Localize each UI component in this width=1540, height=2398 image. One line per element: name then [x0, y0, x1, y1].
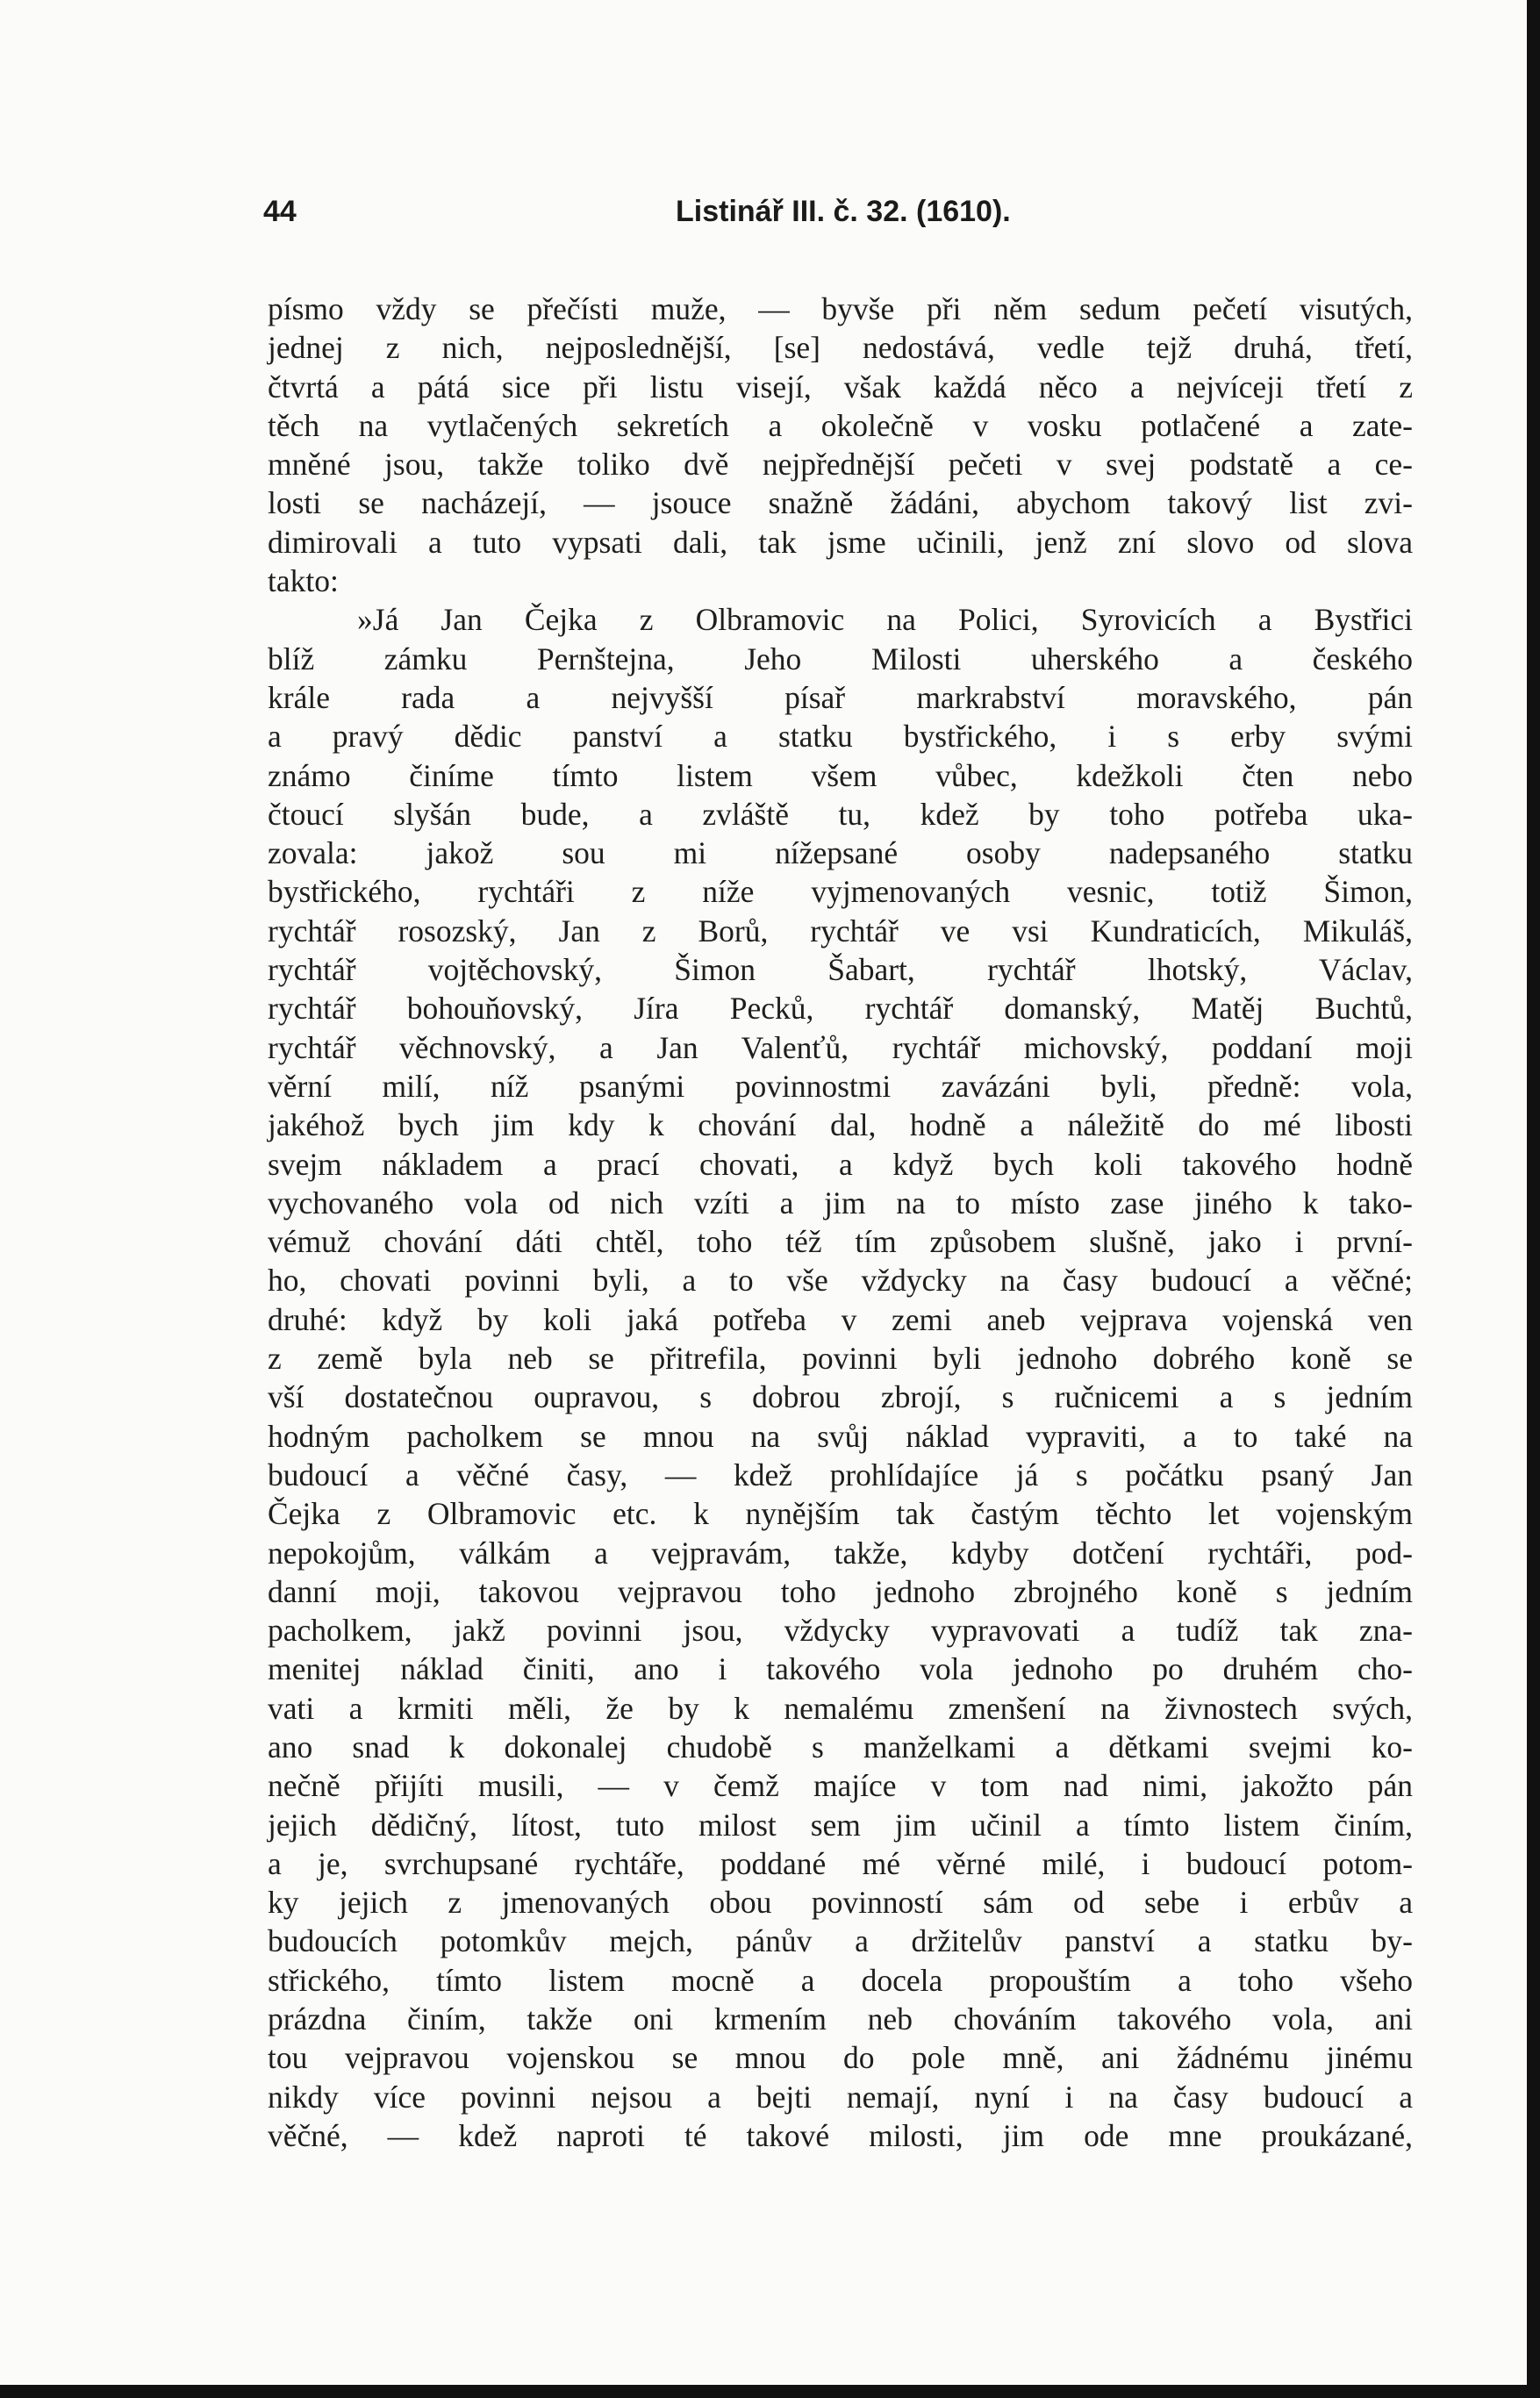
text-line: vší dostatečnou oupravou, s dobrou zbrojí, s ručnicemi a s jedním [268, 1379, 1413, 1415]
body-text [268, 290, 1413, 2155]
page-number: 44 [263, 195, 297, 228]
text-line: prázdna činím, takže oni krmením neb chováním takového vola, ani [268, 2001, 1413, 2037]
text-line: věrní milí, níž psanými povinnostmi zavázáni byli, předně: vola, [268, 1068, 1413, 1104]
text-line: menitej náklad činiti, ano i takového vola jednoho po druhém cho- [268, 1651, 1413, 1687]
text-line: budoucí a věčné časy, — kdež prohlídajíce já s počátku psaný Jan [268, 1457, 1413, 1492]
text-line: ky jejich z jmenovaných obou povinností sám od sebe i erbův a [268, 1885, 1413, 1921]
text-line: pacholkem, jakž povinni jsou, vždycky vypravovati a tudíž tak zna- [268, 1613, 1413, 1649]
text-line: rychtář věchnovský, a Jan Valenťů, rychtář michovský, poddaní moji [268, 1029, 1413, 1065]
text-line: jednej z nich, nejposlednější, [se] nedostává, vedle tejž druhá, třetí, [268, 330, 1413, 366]
text-line: čtvrtá a pátá sice při listu visejí, však každá něco a nejvíceji třetí z [268, 369, 1413, 404]
text-line: tou vejpravou vojenskou se mnou do pole mně, ani žádnému jinému [268, 2040, 1413, 2076]
text-line: nikdy více povinni nejsou a bejti nemají, nyní i na časy budoucí a [268, 2079, 1413, 2115]
text-line: a je, svrchupsané rychtáře, poddané mé věrné milé, i budoucí potom- [268, 1845, 1413, 1881]
text-line: a pravý dědic panství a statku bystřického, i s erby svými [268, 719, 1413, 755]
text-line: jakéhož bych jim kdy k chování dal, hodně a náležitě do mé libosti [268, 1107, 1413, 1143]
text-line: budoucích potomkův mejch, pánův a držitelův panství a statku by- [268, 1923, 1413, 1959]
text-line: mněné jsou, takže toliko dvě nejpřednější pečeti v svej podstatě a ce- [268, 447, 1413, 483]
text-line: bystřického, rychtáři z níže vyjmenovaných vesnic, totiž Šimon, [268, 874, 1413, 910]
page-header [263, 195, 1404, 239]
text-line: rychtář rosozský, Jan z Borů, rychtář ve vsi Kundraticích, Mikuláš, [268, 913, 1413, 948]
text-line: rychtář bohouňovský, Jíra Pecků, rychtář domanský, Matěj Buchtů, [268, 991, 1413, 1027]
scan-edge-bottom [0, 2385, 1540, 2398]
text-line: vémuž chování dáti chtěl, toho též tím způsobem slušně, jako i první- [268, 1224, 1413, 1260]
text-line: ho, chovati povinni byli, a to vše vždycky na časy budoucí a věčné; [268, 1263, 1413, 1299]
text-line: těch na vytlačených sekretích a okolečně v vosku potlačené a zate- [268, 407, 1413, 443]
text-line: danní moji, takovou vejpravou toho jednoho zbrojného koně s jedním [268, 1573, 1413, 1609]
text-line: vychovaného vola od nich vzíti a jim na to místo zase jiného k tako- [268, 1185, 1413, 1220]
text-line: ano snad k dokonalej chudobě s manželkami a dětkami svejmi ko- [268, 1729, 1413, 1764]
text-line: dimirovali a tuto vypsati dali, tak jsme učinili, jenž zní slovo od slova [268, 524, 1413, 560]
running-title: Listinář III. č. 32. (1610). [676, 195, 1011, 228]
text-line: jejich dědičný, lítost, tuto milost sem jim učinil a tímto listem činím, [268, 1807, 1413, 1843]
text-line: hodným pacholkem se mnou na svůj náklad vypraviti, a to také na [268, 1418, 1413, 1454]
text-line: věčné, — kdež naproti té takové milosti, jim ode mne proukázané, [268, 2117, 1413, 2153]
scan-edge-right [1527, 0, 1540, 2398]
text-line: střického, tímto listem mocně a docela propouštím a toho všeho [268, 1962, 1413, 1998]
text-line: »Já Jan Čejka z Olbramovic na Polici, Syrovicích a Bystřici [357, 602, 1413, 638]
text-line: vati a krmiti měli, že by k nemalému zmenšení na živnostech svých, [268, 1690, 1413, 1726]
text-line: písmo vždy se přečísti muže, — byvše při něm sedum pečetí visutých, [268, 291, 1413, 326]
text-line: krále rada a nejvyšší písař markrabství moravského, pán [268, 679, 1413, 715]
text-line: čtoucí slyšán bude, a zvláště tu, kdež by toho potřeba uka- [268, 796, 1413, 832]
text-line: svejm nákladem a prací chovati, a když bych koli takového hodně [268, 1146, 1413, 1182]
text-line: zovala: jakož sou mi nížepsané osoby nadepsaného statku [268, 835, 1413, 871]
text-line: z země byla neb se přitrefila, povinni byli jednoho dobrého koně se [268, 1341, 1413, 1377]
text-line: známo činíme tímto listem všem vůbec, kdežkoli čten nebo [268, 757, 1413, 793]
text-line: druhé: když by koli jaká potřeba v zemi aneb vejprava vojenská ven [268, 1301, 1413, 1337]
text-line: nepokojům, válkám a vejpravám, takže, kdyby dotčení rychtáři, pod- [268, 1535, 1413, 1571]
text-line: blíž zámku Pernštejna, Jeho Milosti uherského a českého [268, 641, 1413, 676]
text-line: Čejka z Olbramovic etc. k nynějším tak častým těchto let vojenským [268, 1496, 1413, 1532]
text-line: takto: [268, 563, 339, 599]
text-line: nečně přijíti musili, — v čemž majíce v tom nad nimi, jakožto pán [268, 1768, 1413, 1804]
text-line: rychtář vojtěchovský, Šimon Šabart, rychtář lhotský, Václav, [268, 952, 1413, 988]
text-line: losti se nacházejí, — jsouce snažně žádáni, abychom takový list zvi- [268, 485, 1413, 521]
